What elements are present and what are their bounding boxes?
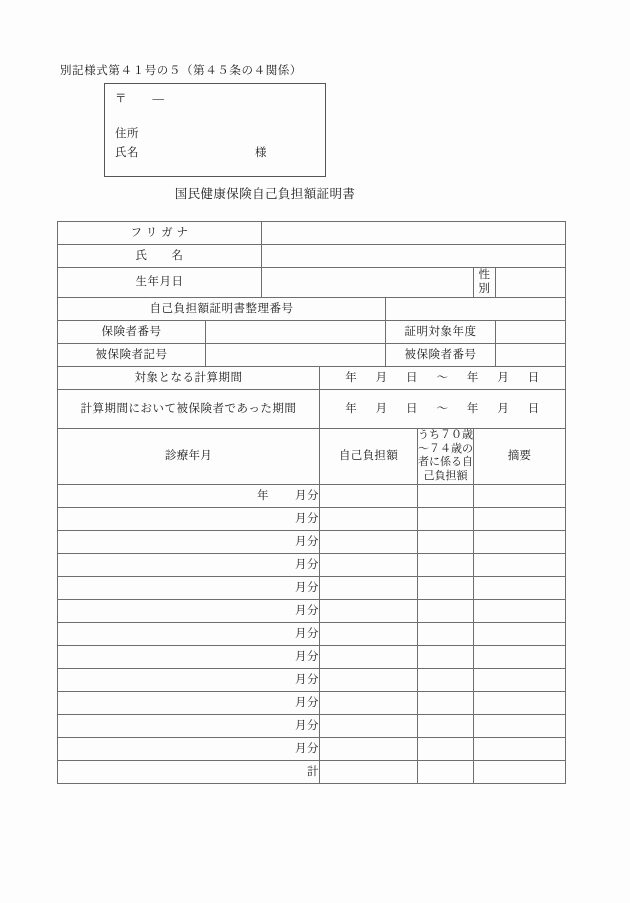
date-token-range: ～ [436,402,449,415]
table-row [58,484,566,507]
date-token-month-from: 月 [375,402,388,415]
treatment-month-cell[interactable] [58,714,320,737]
self-payment-cell[interactable] [320,599,418,622]
treatment-month-label: 月分 [295,489,319,502]
insured-period-value[interactable] [320,389,566,428]
total-row [58,760,566,783]
total-label: 計 [58,760,320,783]
self-payment-cell[interactable] [320,553,418,576]
remarks-cell[interactable] [474,530,566,553]
elderly-self-payment-cell[interactable] [418,484,474,507]
self-payment-cell[interactable] [320,530,418,553]
column-header-remarks: 摘要 [474,428,566,484]
table-row [58,691,566,714]
elderly-self-payment-cell[interactable] [418,622,474,645]
elderly-header-line-1: うち７０歳～７４歳の [418,428,473,455]
column-header-treatment-month: 診療年月 [58,428,320,484]
total-self-payment[interactable] [320,760,418,783]
table-row [58,622,566,645]
treatment-month-cell[interactable] [58,691,320,714]
self-payment-cell[interactable] [320,668,418,691]
date-token-month-from: 月 [375,371,388,384]
elderly-self-payment-cell[interactable] [418,737,474,760]
target-period-date-pattern [320,371,565,385]
target-year-value[interactable] [496,320,566,343]
table-row [58,645,566,668]
name-field-value[interactable] [262,245,566,268]
row-furigana [58,222,566,245]
gender-label: 性別 [474,268,496,298]
remarks-cell[interactable] [474,484,566,507]
remarks-cell[interactable] [474,645,566,668]
elderly-self-payment-cell[interactable] [418,599,474,622]
table-row [58,668,566,691]
remarks-cell[interactable] [474,622,566,645]
date-token-month-to: 月 [497,402,510,415]
cert-number-value[interactable] [386,297,566,320]
name-label: 氏名 [115,147,139,159]
column-header-self-payment: 自己負担額 [320,428,418,484]
row-birthdate [58,268,566,298]
table-column-header-row [58,428,566,484]
self-payment-cell[interactable] [320,576,418,599]
self-payment-cell[interactable] [320,714,418,737]
address-label: 住所 [115,128,139,140]
date-token-month-to: 月 [497,371,510,384]
remarks-cell[interactable] [474,576,566,599]
treatment-month-label: 月分 [295,604,319,617]
birthdate-label: 生年月日 [58,268,262,298]
treatment-month-label: 月分 [295,696,319,709]
table-row [58,714,566,737]
treatment-month-label: 月分 [295,719,319,732]
treatment-month-label: 月分 [295,581,319,594]
row-name [58,245,566,268]
elderly-self-payment-cell[interactable] [418,668,474,691]
treatment-month-label: 月分 [295,742,319,755]
remarks-cell[interactable] [474,668,566,691]
elderly-self-payment-cell[interactable] [418,530,474,553]
elderly-self-payment-cell[interactable] [418,553,474,576]
postal-code-field[interactable]: 〒 ― [115,93,165,105]
date-token-year-to: 年 [466,371,479,384]
form-number: 別記様式第４１号の５（第４５条の４関係） [60,65,302,77]
remarks-cell[interactable] [474,507,566,530]
table-row [58,737,566,760]
remarks-cell[interactable] [474,553,566,576]
cert-number-label: 自己負担額証明書整理番号 [58,297,386,320]
insured-number-value[interactable] [496,343,566,366]
target-period-label: 対象となる計算期間 [58,366,320,389]
table-row [58,599,566,622]
treatment-month-label: 月分 [295,558,319,571]
insurer-number-value[interactable] [206,320,386,343]
elderly-self-payment-cell[interactable] [418,507,474,530]
self-payment-cell[interactable] [320,484,418,507]
insured-symbol-value[interactable] [206,343,386,366]
treatment-month-label: 月分 [295,650,319,663]
treatment-month-cell[interactable] [58,576,320,599]
treatment-month-cell[interactable] [58,530,320,553]
name-field-label: 氏 名 [58,245,262,268]
table-row [58,553,566,576]
date-token-year-from: 年 [345,402,358,415]
row-insurer-number [58,320,566,343]
document-title: 国民健康保険自己負担額証明書 [174,187,356,201]
insured-number-label: 被保険者番号 [386,343,496,366]
row-insured-period [58,389,566,428]
self-payment-cell[interactable] [320,507,418,530]
date-token-day-from: 日 [406,371,419,384]
elderly-self-payment-cell[interactable] [418,645,474,668]
treatment-month-label: 月分 [295,627,319,640]
treatment-month-cell[interactable] [58,737,320,760]
gender-value[interactable] [496,268,566,298]
remarks-cell[interactable] [474,714,566,737]
treatment-month-label: 月分 [295,535,319,548]
elderly-self-payment-cell[interactable] [418,714,474,737]
table-row [58,576,566,599]
self-payment-cell[interactable] [320,737,418,760]
target-year-label: 証明対象年度 [386,320,496,343]
insured-period-date-pattern [320,402,565,416]
honorific-suffix: 様 [255,147,267,159]
insurer-number-label: 保険者番号 [58,320,206,343]
date-token-day-from: 日 [406,402,419,415]
elderly-self-payment-cell[interactable] [418,691,474,714]
self-payment-cell[interactable] [320,691,418,714]
date-token-day-to: 日 [527,371,540,384]
treatment-year-label: 年 [257,489,269,502]
total-elderly-self-payment[interactable] [418,760,474,783]
month-rows-body [58,484,566,760]
treatment-month-cell[interactable] [58,507,320,530]
elderly-header-line-2: 者に係る自己負担額 [418,456,473,482]
date-token-range: ～ [436,371,449,384]
date-token-year-to: 年 [466,402,479,415]
remarks-cell[interactable] [474,599,566,622]
furigana-label: フ リ ガ ナ [58,222,262,245]
row-cert-number [58,297,566,320]
treatment-month-cell[interactable] [58,484,320,507]
total-remarks[interactable] [474,760,566,783]
birthdate-value[interactable] [262,268,474,298]
elderly-self-payment-cell[interactable] [418,576,474,599]
insured-period-label: 計算期間において被保険者であった期間 [58,389,320,428]
insured-symbol-label: 被保険者記号 [58,343,206,366]
furigana-value[interactable] [262,222,566,245]
treatment-month-label: 月分 [295,673,319,686]
self-payment-cell[interactable] [320,645,418,668]
target-period-value[interactable] [320,366,566,389]
self-payment-cell[interactable] [320,622,418,645]
row-insured-symbol [58,343,566,366]
column-header-elderly-self-payment [418,428,474,484]
addressee-box [104,83,326,177]
treatment-month-cell[interactable] [58,599,320,622]
date-token-year-from: 年 [345,371,358,384]
row-target-period [58,366,566,389]
treatment-month-cell[interactable] [58,622,320,645]
certificate-table [57,221,566,784]
treatment-month-cell[interactable] [58,668,320,691]
treatment-month-label: 月分 [295,512,319,525]
remarks-cell[interactable] [474,691,566,714]
date-token-day-to: 日 [527,402,540,415]
treatment-month-cell[interactable] [58,645,320,668]
table-row [58,530,566,553]
treatment-month-cell[interactable] [58,553,320,576]
remarks-cell[interactable] [474,737,566,760]
table-row [58,507,566,530]
